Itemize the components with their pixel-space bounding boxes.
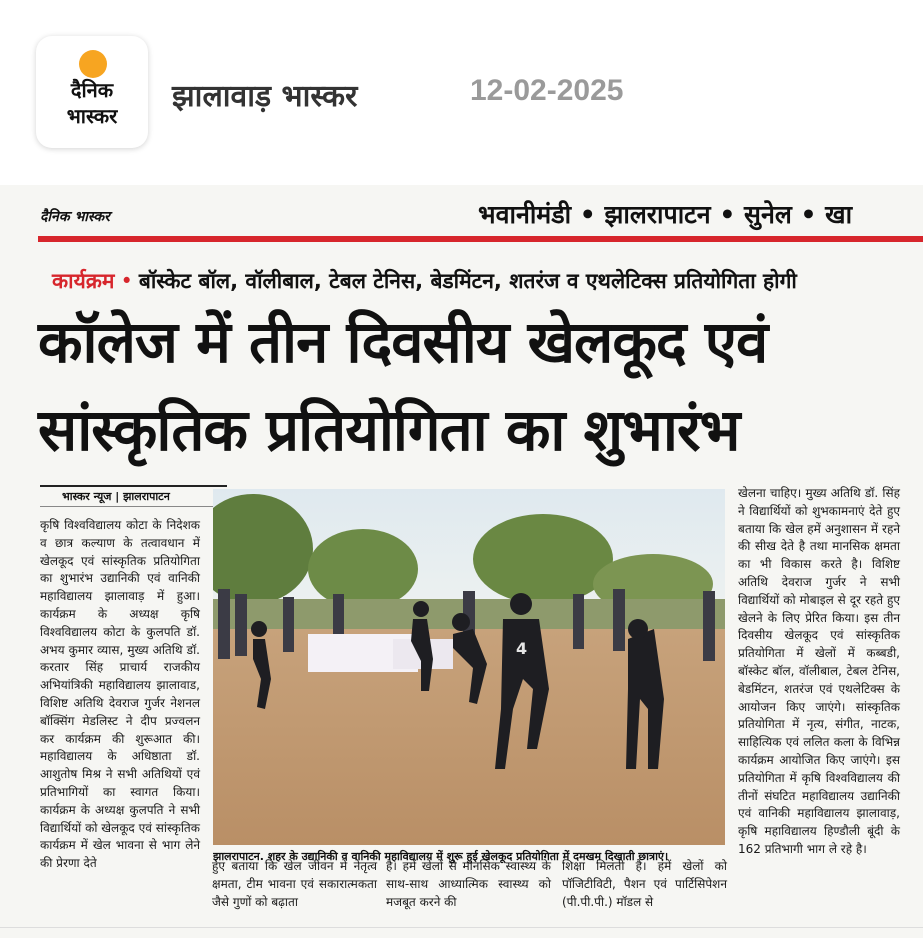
page-cutoff-strip xyxy=(0,927,923,938)
masthead-places: भवानीमंडी • झालरापाटन • सुनेल • खा xyxy=(478,200,853,229)
kicker-label: कार्यक्रम xyxy=(52,269,115,293)
headline-line-1: कॉलेज में तीन दिवसीय खेलकूद एवं xyxy=(38,308,768,376)
article-column-2a: हुए बताया कि खेल जीवन में नेतृत्व क्षमता, टीम भावना एवं सकारात्मकता जैसे गुणों को बढ़ाता xyxy=(212,859,377,909)
article-column-2c: शिक्षा मिलती है। हमें खेलों को पॉजिटीविटी, पैशन एवं पार्टिसिपेशन (पी.पी.पी.) मॉडल से xyxy=(562,859,727,909)
logo-line-2: भास्कर xyxy=(66,104,118,128)
article-column-2b: है। हमें खेलों से मानसिक स्वास्थ्य के साथ-साथ आध्यात्मिक स्वास्थ्य को मजबूत करने की xyxy=(386,859,551,909)
logo-line-1: दैनिक xyxy=(70,78,114,102)
kicker-text: बॉस्केट बॉल, वॉलीबाल, टेबल टेनिस, बेडमिंटन, शतरंज व एथलेटिक्स प्रतियोगिता होगी xyxy=(138,269,797,293)
photo-caption: झालरापाटन. शहर के उद्यानिकी व वानिकी महाविद्यालय में शुरू हुई खेलकूद प्रतियोगिता में दमखम दिखाती छात्राएं। xyxy=(213,850,669,863)
edition-date: 12-02-2025 xyxy=(470,74,624,107)
byline: भास्कर न्यूज | झालरापाटन xyxy=(40,485,227,507)
logo-sun-icon xyxy=(79,50,107,78)
masthead-divider xyxy=(38,236,923,242)
kicker-bullet: • xyxy=(120,269,133,293)
headline-line-2: सांस्कृतिक प्रतियोगिता का शुभारंभ xyxy=(38,396,740,464)
photo-jersey-number: 4 xyxy=(516,639,528,658)
edition-title: झालावाड़ भास्कर xyxy=(172,79,358,114)
article-kicker xyxy=(52,267,797,295)
dainik-bhaskar-logo xyxy=(36,36,148,148)
article-column-3: खेलना चाहिए। मुख्य अतिथि डॉ. सिंह ने विद्यार्थियों को शुभकामनाएं देते हुए बताया कि खेल हमें अनुशासन में रहने की सीख देते है तथा मानसिक क्षमता का भी विकास करते है। विशिष्ट अतिथि देवराज गुर्जर ने सभी विद्यार्थियों को मोबाइल से दूर रहते हुए खेलने के लिए प्रेरित किया। इस तीन दिवसीय खेलकूद एवं सांस्कृतिक प्रतियोगिता में खेलों में कब्बडी, बॉस्केट बॉल, वॉलीबाल, टेबल टेनिस, बेडमिंटन, शतरंज एवं एथलेटिक्स के आयोजन किए जाएंगे। सांस्कृतिक प्रतियोगिता में नृत्य, संगीत, नाटक, साहित्यिक एवं ललित कला के विभिन्न कार्यक्रम आयोजित किए जाएंगे। इस प्रतियोगिता में कृषि विश्वविद्यालय की तीनों संघटित महाविद्यालय उद्यानिकी एवं वानिकी महाविद्यालय झालावाड़, कृषि महाविद्यालय हिण्डौली बूंदी के 162 प्रतिभागी भाग ले रहे है। xyxy=(738,486,900,856)
article-column-1: कृषि विश्वविद्यालय कोटा के निदेशक व छात्र कल्याण के तत्वावधान में खेलकूद एवं सांस्कृतिक प्रतियोगिता का शुभारंभ उद्यानिकी एवं वानिकी महाविद्यालय झालावाड़ में हुआ। कार्यक्रम के अध्यक्ष कृषि विश्वविद्यालय कोटा के कुलपति डॉ. अभय कुमार व्यास, मुख्य अतिथि डॉ. करतार सिंह प्राचार्य राजकीय अभियांत्रिकी महाविद्यालय झालावाड, विशिष्ट अतिथि देवराज गुर्जर नेशनल बॉक्सिंग मेडलिस्ट ने दीप प्रज्वलन कर कार्यक्रम की शुरूआत की। महाविद्यालय के अधिष्ठाता डॉ. आशुतोष मिश्र ने सभी अतिथियों एवं प्रतिभागियों का स्वागत किया। कार्यक्रम के अध्यक्ष कुलपति ने सभी विद्यार्थियों को खेलकूद एवं सांस्कृतिक कार्यक्रम में खेल भावना से भाग लेने की प्रेरणा देते xyxy=(40,518,200,871)
newspaper-clipping xyxy=(0,185,923,938)
masthead-paper-name: दैनिक भास्कर xyxy=(40,209,110,225)
article-photo xyxy=(213,489,725,845)
